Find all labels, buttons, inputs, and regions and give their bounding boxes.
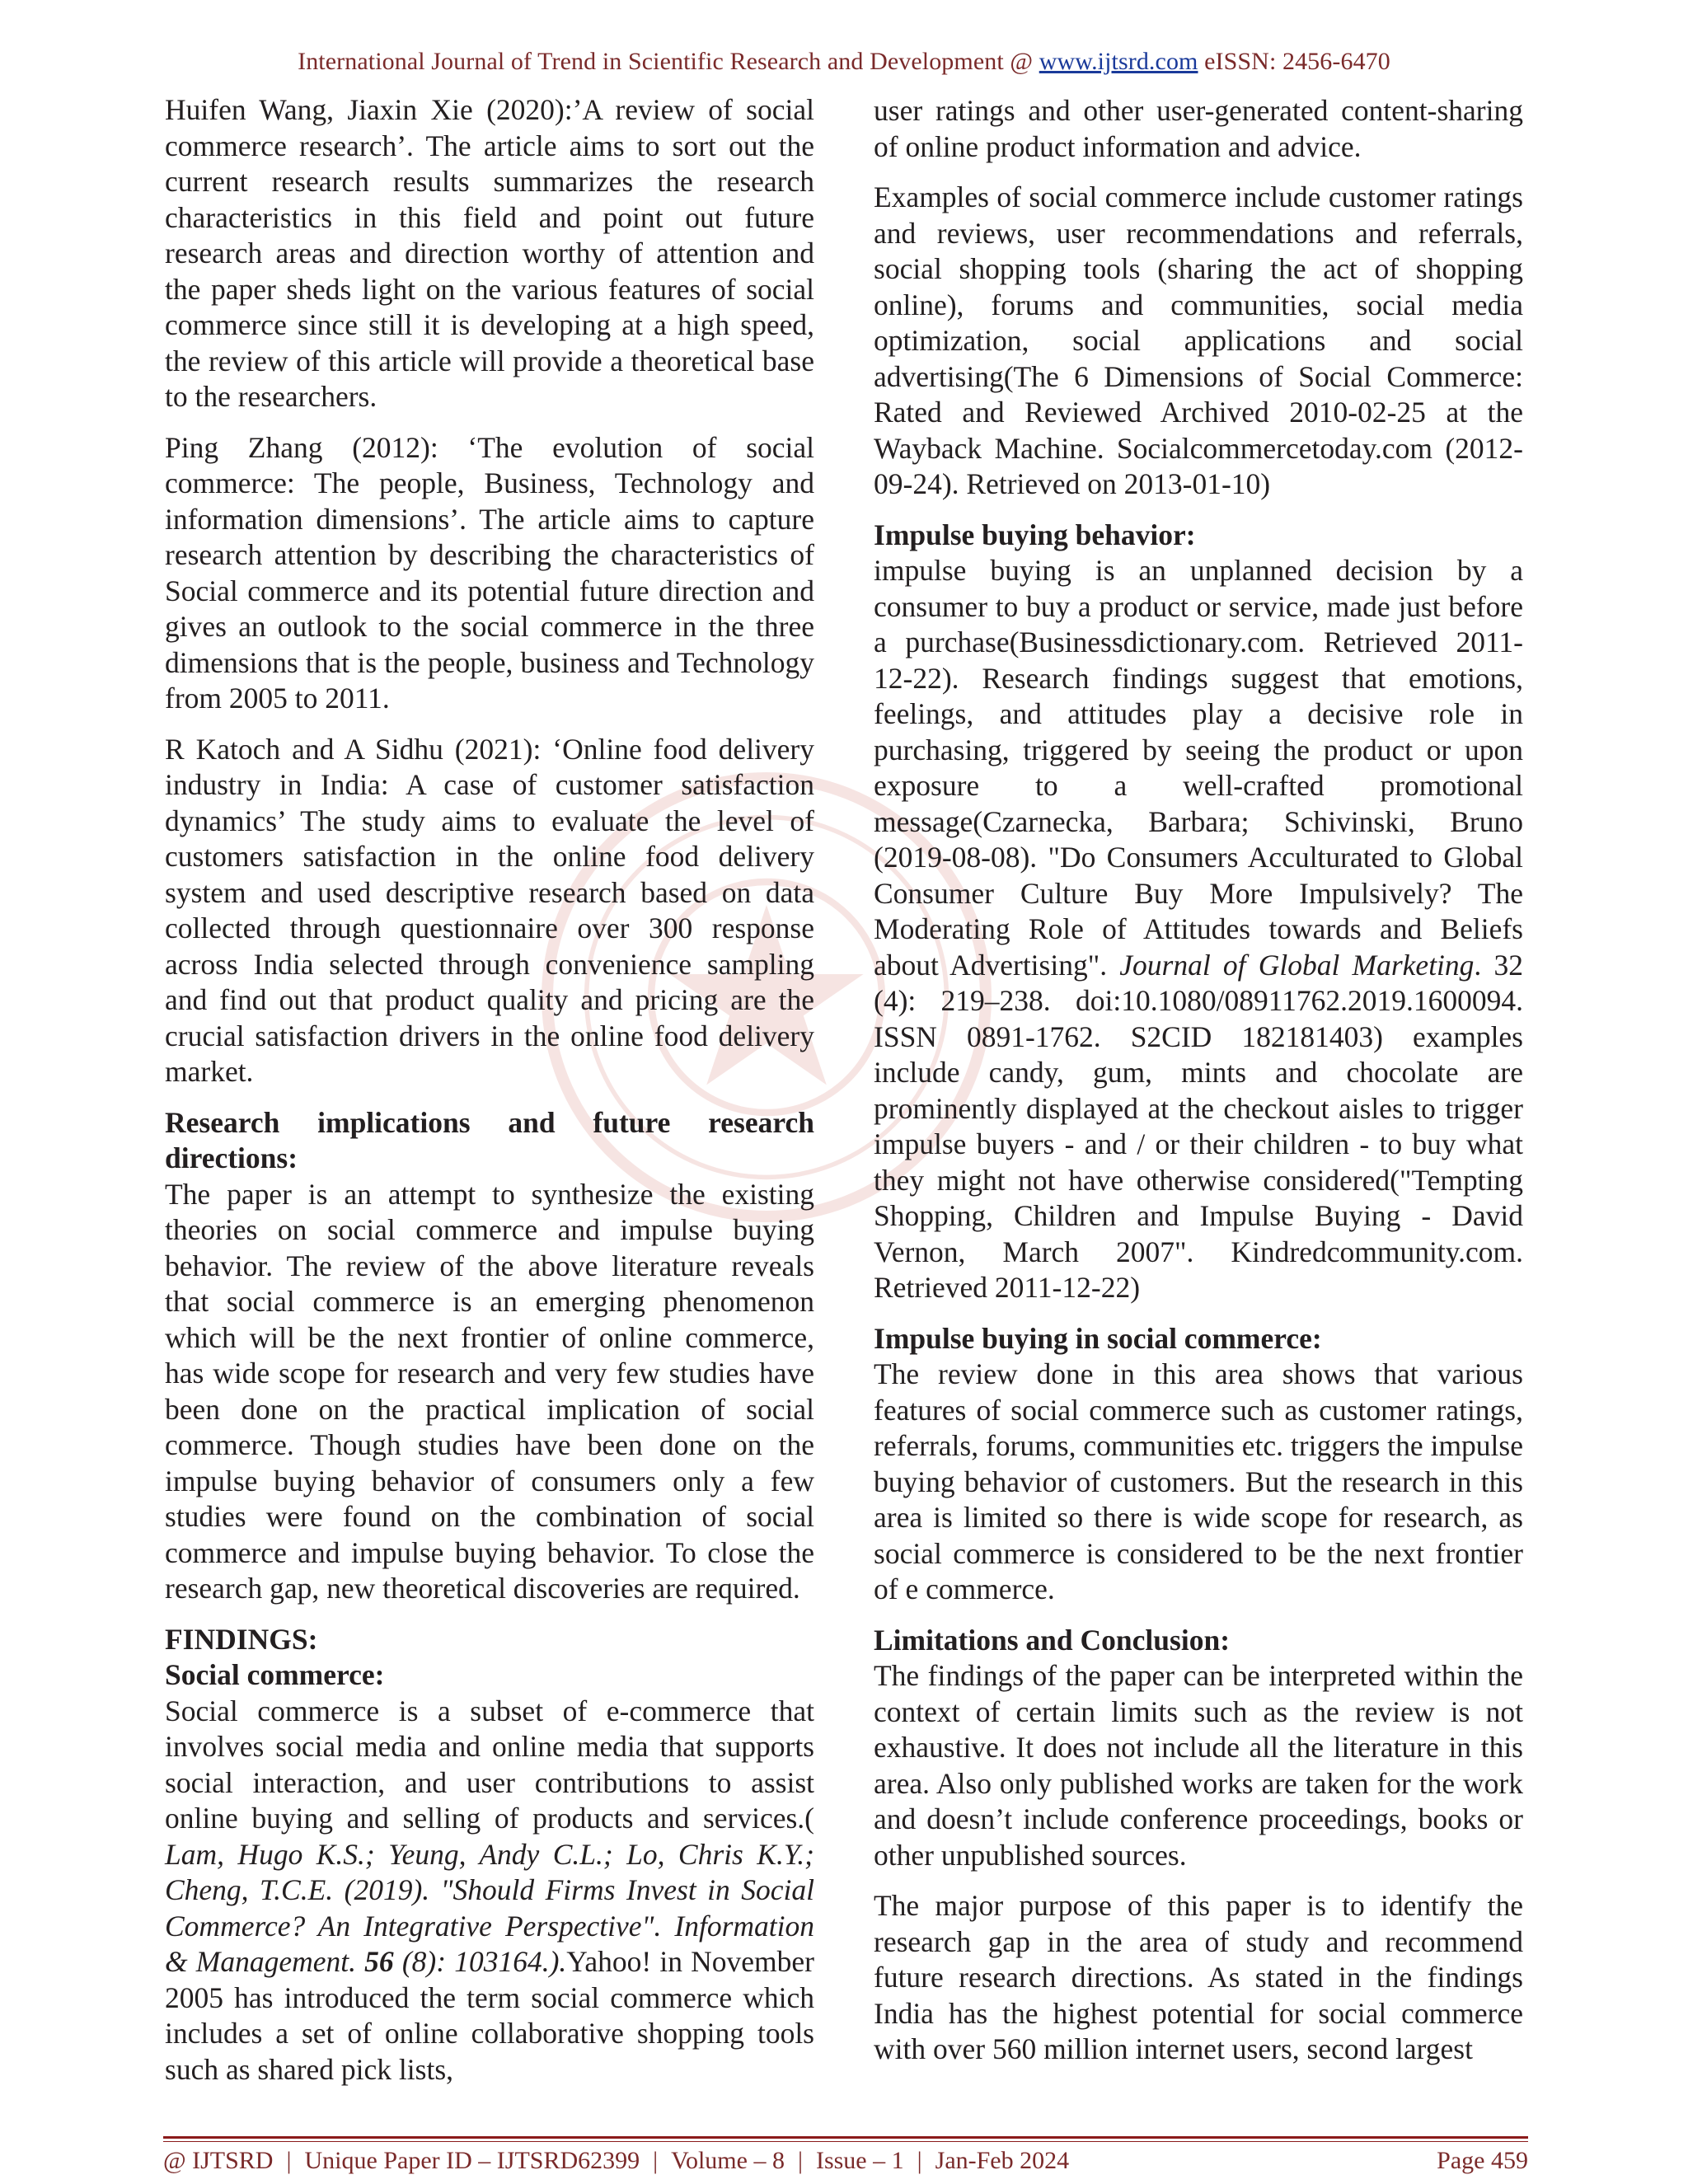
footer-separator: | xyxy=(286,2147,292,2174)
impulse-buying-text-cont: . 32 (4): 219–238. doi:10.1080/08911762.2019.1600094. ISSN 0891-1762. S2CID 182181403) examples include candy, gum, mints and chocolate are prominently displayed at the checkout aisles to trigger impulse buyers - and / or their children - to buy what they might not have otherwise considered("Tempting Shopping, Children and Impulse Buying - David Vernon, March 2007". Kindredcommunity.com. Retrieved 2011-12-22) xyxy=(874,948,1523,1304)
heading-impulse-buying: Impulse buying behavior: xyxy=(874,518,1196,551)
paragraph-limitations: The findings of the paper can be interpreted within the context of certain limits such as the review is not exhaustive. It does not include all the literature in this area. Also only published works are taken for the work and doesn’t include conference proceedings, books or other unpublished sources. xyxy=(874,1659,1523,1872)
footer-page-number: Page 459 xyxy=(1437,2147,1528,2174)
heading-research-implications: Research implications and future research directions: xyxy=(165,1105,814,1174)
paragraph-katoch-sidhu: R Katoch and A Sidhu (2021): ‘Online food delivery industry in India: A case of customer satisfaction dynamics’ The study aims to evaluate the level of customers satisfaction in the online food delivery system and used descriptive research based on data collected through questionnaire over 300 response across India selected through convenience sampling and find out that product quality and pricing are the crucial satisfaction drivers in the online food delivery market. xyxy=(165,732,814,1088)
heading-impulse-buying-social-commerce: Impulse buying in social commerce: xyxy=(874,1321,1322,1355)
right-column xyxy=(874,93,1523,2083)
paragraph-user-ratings: user ratings and other user-generated content-sharing of online product information and advice. xyxy=(874,94,1523,163)
footer-separator: | xyxy=(797,2147,803,2174)
citation-lam-et-al: Lam, Hugo K.S.; Yeung, Andy C.L.; Lo, Chris K.Y.; Cheng, T.C.E. (2019). "Should Firms Invest in Social Commerce? An Integrative Perspective". Information & Management. xyxy=(165,1837,814,1978)
heading-social-commerce: Social commerce: xyxy=(165,1658,385,1691)
paragraph-major-purpose: The major purpose of this paper is to identify the research gap in the area of study and recommend future research directions. As stated in the findings India has the highest potential for social commerce with over 560 million internet users, second largest xyxy=(874,1889,1523,2065)
impulse-buying-text: impulse buying is an unplanned decision by a consumer to buy a product or service, made just before a purchase(Businessdictionary.com. Retrieved 2011-12-22). Research findings suggest that emotions, feelings, and attitudes play a decisive role in purchasing, triggered by seeing the product or upon exposure to a well-crafted promotional message(Czarnecka, Barbara; Schivinski, Bruno (2019-08-08). "Do Consumers Acculturated to Global Consumer Culture Buy More Impulsively? The Moderating Role of Attitudes towards and Beliefs about Advertising". xyxy=(874,554,1523,982)
header-suffix: eISSN: 2456-6470 xyxy=(1198,48,1390,75)
heading-findings: FINDINGS: xyxy=(165,1622,318,1656)
citation-volume: 56 xyxy=(364,1945,394,1978)
journal-website-link[interactable]: www.ijtsrd.com xyxy=(1039,48,1198,75)
footer-separator: | xyxy=(653,2147,659,2174)
paragraph-research-implications: The paper is an attempt to synthesize the existing theories on social commerce and impulse buying behavior. The review of the above literature reveals that social commerce is an emerging phenomenon which will be the next frontier of online commerce, has wide scope for research and very few studies have been done on the practical implication of social commerce. Though studies have been done on the impulse buying behavior of consumers only a few studies were found on the combination of social commerce and impulse buying behavior. To close the research gap, new theoretical discoveries are required. xyxy=(165,1177,814,1605)
footer-volume: Volume – 8 xyxy=(671,2147,785,2174)
footer-separator: | xyxy=(917,2147,922,2174)
paragraph-ping-zhang: Ping Zhang (2012): ‘The evolution of social commerce: The people, Business, Technology and information dimensions’. The article aims to capture research attention by describing the characteristics of Social commerce and its potential future direction and gives an outlook to the social commerce in the three dimensions that is the people, business and Technology from 2005 to 2011. xyxy=(165,430,814,715)
footer-issue: Issue – 1 xyxy=(815,2147,904,2174)
heading-limitations-conclusion: Limitations and Conclusion: xyxy=(874,1623,1231,1657)
paragraph-wang-xie: Huifen Wang, Jiaxin Xie (2020):’A review of social commerce research’. The article aims to sort out the current research results summarizes the research characteristics in this field and point out future research areas and direction worthy of attention and the paper sheds light on the various features of social commerce since still it is developing at a high speed, the review of this article will provide a theoretical base to the researchers. xyxy=(165,93,814,413)
paragraph-examples-social-commerce: Examples of social commerce include customer ratings and reviews, user recommendations and referrals, social shopping tools (sharing the act of shopping online), forums and communities, social media optimization, social applications and social advertising(The 6 Dimensions of Social Commerce: Rated and Reviewed Archived 2010-02-25 at the Wayback Machine. Socialcommercetoday.com (2012-09-24). Retrieved on 2013-01-10) xyxy=(874,180,1523,500)
social-commerce-text: Social commerce is a subset of e-commerce that involves social media and online media that supports social interaction, and user contributions to assist online buying and selling of products and services.( xyxy=(165,1694,814,1835)
paragraph-social-commerce xyxy=(165,1694,814,2088)
social-commerce-yahoo-text: Yahoo! in November 2005 has introduced the term social commerce which includes a set of online collaborative shopping tools such as shared pick lists, xyxy=(165,1945,814,2086)
footer-paper-id: Unique Paper ID – IJTSRD62399 xyxy=(304,2147,640,2174)
left-column xyxy=(165,92,814,2102)
header-prefix: International Journal of Trend in Scientific Research and Development @ xyxy=(298,48,1039,75)
footer-journal: @ IJTSRD xyxy=(163,2147,274,2174)
footer-rule-thick xyxy=(163,2136,1528,2139)
running-footer xyxy=(163,2144,1528,2177)
running-header xyxy=(0,48,1688,76)
paragraph-impulse-buying-social-commerce: The review done in this area shows that various features of social commerce such as customer ratings, referrals, forums, communities etc. triggers the impulse buying behavior of customers. But the research in this area is limited so there is wide scope for research, as social commerce is considered to be the next frontier of e commerce. xyxy=(874,1357,1523,1605)
paragraph-impulse-buying xyxy=(874,553,1523,1306)
footer-rule-thin xyxy=(163,2141,1528,2142)
citation-issue-pages: (8): 103164.). xyxy=(393,1945,567,1978)
citation-journal-global-marketing: Journal of Global Marketing xyxy=(1119,948,1475,982)
footer-date: Jan-Feb 2024 xyxy=(935,2147,1070,2174)
